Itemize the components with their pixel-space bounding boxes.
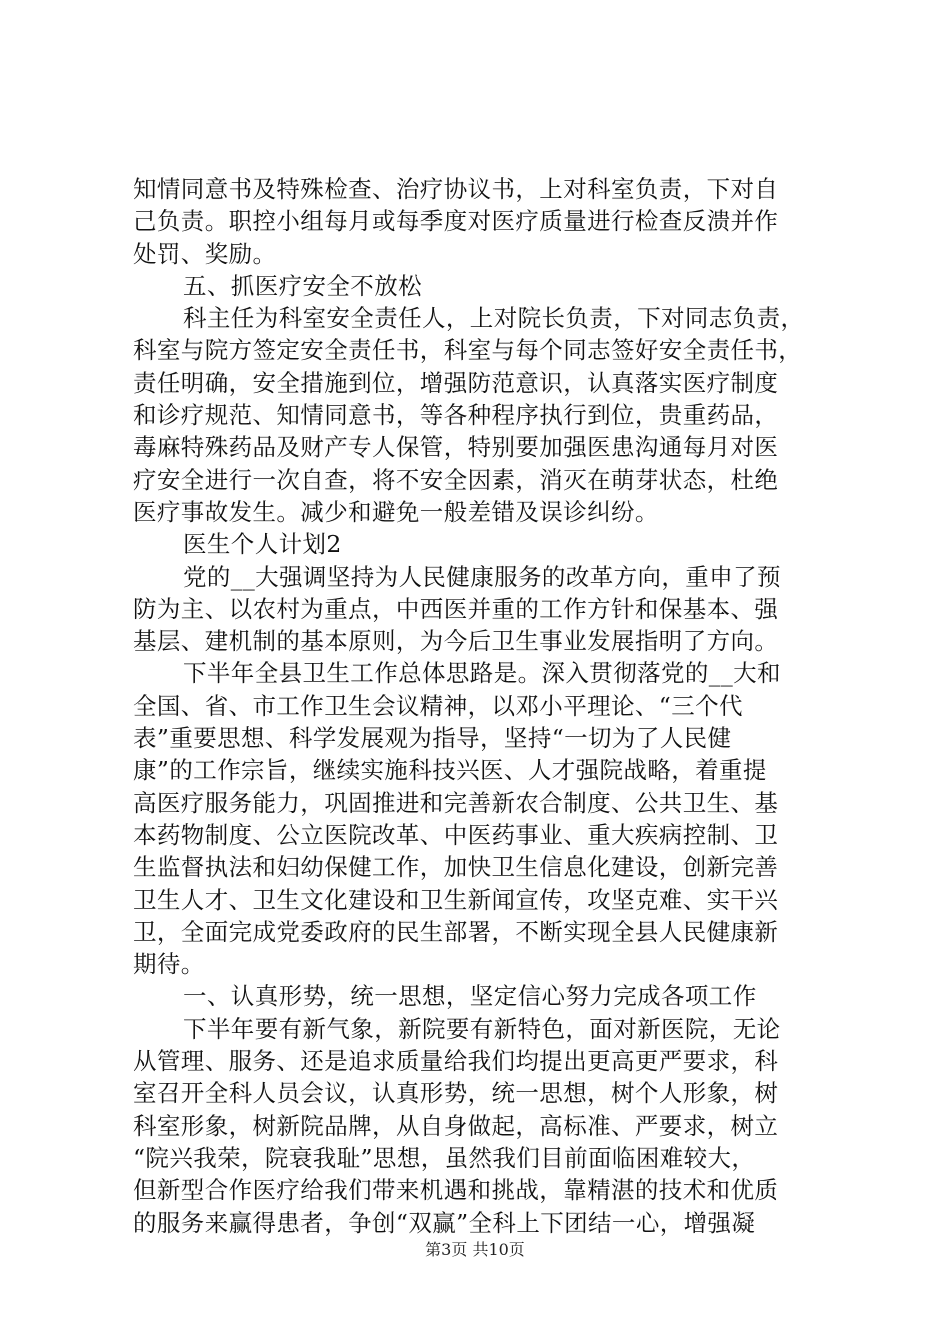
text-line: 和诊疗规范、知情同意书，等各种程序执行到位，贵重药品， bbox=[133, 401, 779, 430]
text-line: 五、抓医疗安全不放松 bbox=[183, 271, 422, 300]
text-line: “院兴我荣，院衰我耻”思想，虽然我们目前面临困难较大， bbox=[133, 1143, 756, 1172]
text-line: 全国、省、市工作卫生会议精神，以邓小平理论、“三个代 bbox=[133, 691, 743, 720]
text-line: 室召开全科人员会议，认真形势，统一思想，树个人形象，树 bbox=[133, 1079, 779, 1108]
text-line: 但新型合作医疗给我们带来机遇和挑战，靠精湛的技术和优质 bbox=[133, 1176, 779, 1205]
text-line: 科室与院方签定安全责任书，科室与每个同志签好安全责任书， bbox=[133, 336, 803, 365]
text-line: 本药物制度、公立医院改革、中医药事业、重大疾病控制、卫 bbox=[133, 820, 779, 849]
text-line: 高医疗服务能力，巩固推进和完善新农合制度、公共卫生、基 bbox=[133, 788, 779, 817]
text-line: 医疗事故发生。减少和避免一般差错及误诊纠纷。 bbox=[133, 497, 659, 526]
text-line: 表”重要思想、科学发展观为指导，坚持“一切为了人民健 bbox=[133, 724, 732, 753]
text-line: 从管理、服务、还是追求质量给我们均提出更高更严要求，科 bbox=[133, 1047, 779, 1076]
text-line: 的服务来赢得患者，争创“双赢”全科上下团结一心，增强凝 bbox=[133, 1208, 756, 1237]
document-body bbox=[133, 173, 823, 1239]
text-line: 一、认真形势，统一思想，坚定信心努力完成各项工作 bbox=[183, 982, 757, 1011]
text-line: 科主任为科室安全责任人，上对院长负责，下对同志负责， bbox=[183, 304, 805, 333]
text-line: 毒麻特殊药品及财产专人保管，特别要加强医患沟通每月对医 bbox=[133, 433, 779, 462]
text-line: 医生个人计划2 bbox=[183, 530, 342, 559]
text-line: 康”的工作宗旨，继续实施科技兴医、人才强院战略，着重提 bbox=[133, 756, 767, 785]
text-line: 防为主、以农村为重点，中西医并重的工作方针和保基本、强 bbox=[133, 594, 779, 623]
text-line: 期待。 bbox=[133, 950, 205, 979]
text-line: 己负责。职控小组每月或每季度对医疗质量进行检查反溃并作 bbox=[133, 207, 779, 236]
text-line: 卫生人才、卫生文化建设和卫生新闻宣传，攻坚克难、实干兴 bbox=[133, 885, 779, 914]
text-line: 科室形象，树新院品牌，从自身做起，高标准、严要求，树立 bbox=[133, 1111, 779, 1140]
text-line: 疗安全进行一次自查，将不安全因素，消灭在萌芽状态，杜绝 bbox=[133, 465, 779, 494]
text-line: 下半年全县卫生工作总体思路是。深入贯彻落党的__大和 bbox=[183, 659, 781, 688]
text-line: 责任明确，安全措施到位，增强防范意识，认真落实医疗制度 bbox=[133, 368, 779, 397]
text-line: 基层、建机制的基本原则，为今后卫生事业发展指明了方向。 bbox=[133, 627, 779, 656]
text-line: 处罚、奖励。 bbox=[133, 239, 277, 268]
text-line: 下半年要有新气象，新院要有新特色，面对新医院，无论 bbox=[183, 1014, 781, 1043]
text-line: 知情同意书及特殊检查、治疗协议书，上对科室负责，下对自 bbox=[133, 175, 779, 203]
text-line: 党的__大强调坚持为人民健康服务的改革方向，重申了预 bbox=[183, 562, 781, 591]
text-line: 生监督执法和妇幼保健工作，加快卫生信息化建设，创新完善 bbox=[133, 853, 779, 882]
page-footer: 第3页 共10页 bbox=[425, 1240, 525, 1259]
text-line: 卫，全面完成党委政府的民生部署，不断实现全县人民健康新 bbox=[133, 917, 779, 946]
